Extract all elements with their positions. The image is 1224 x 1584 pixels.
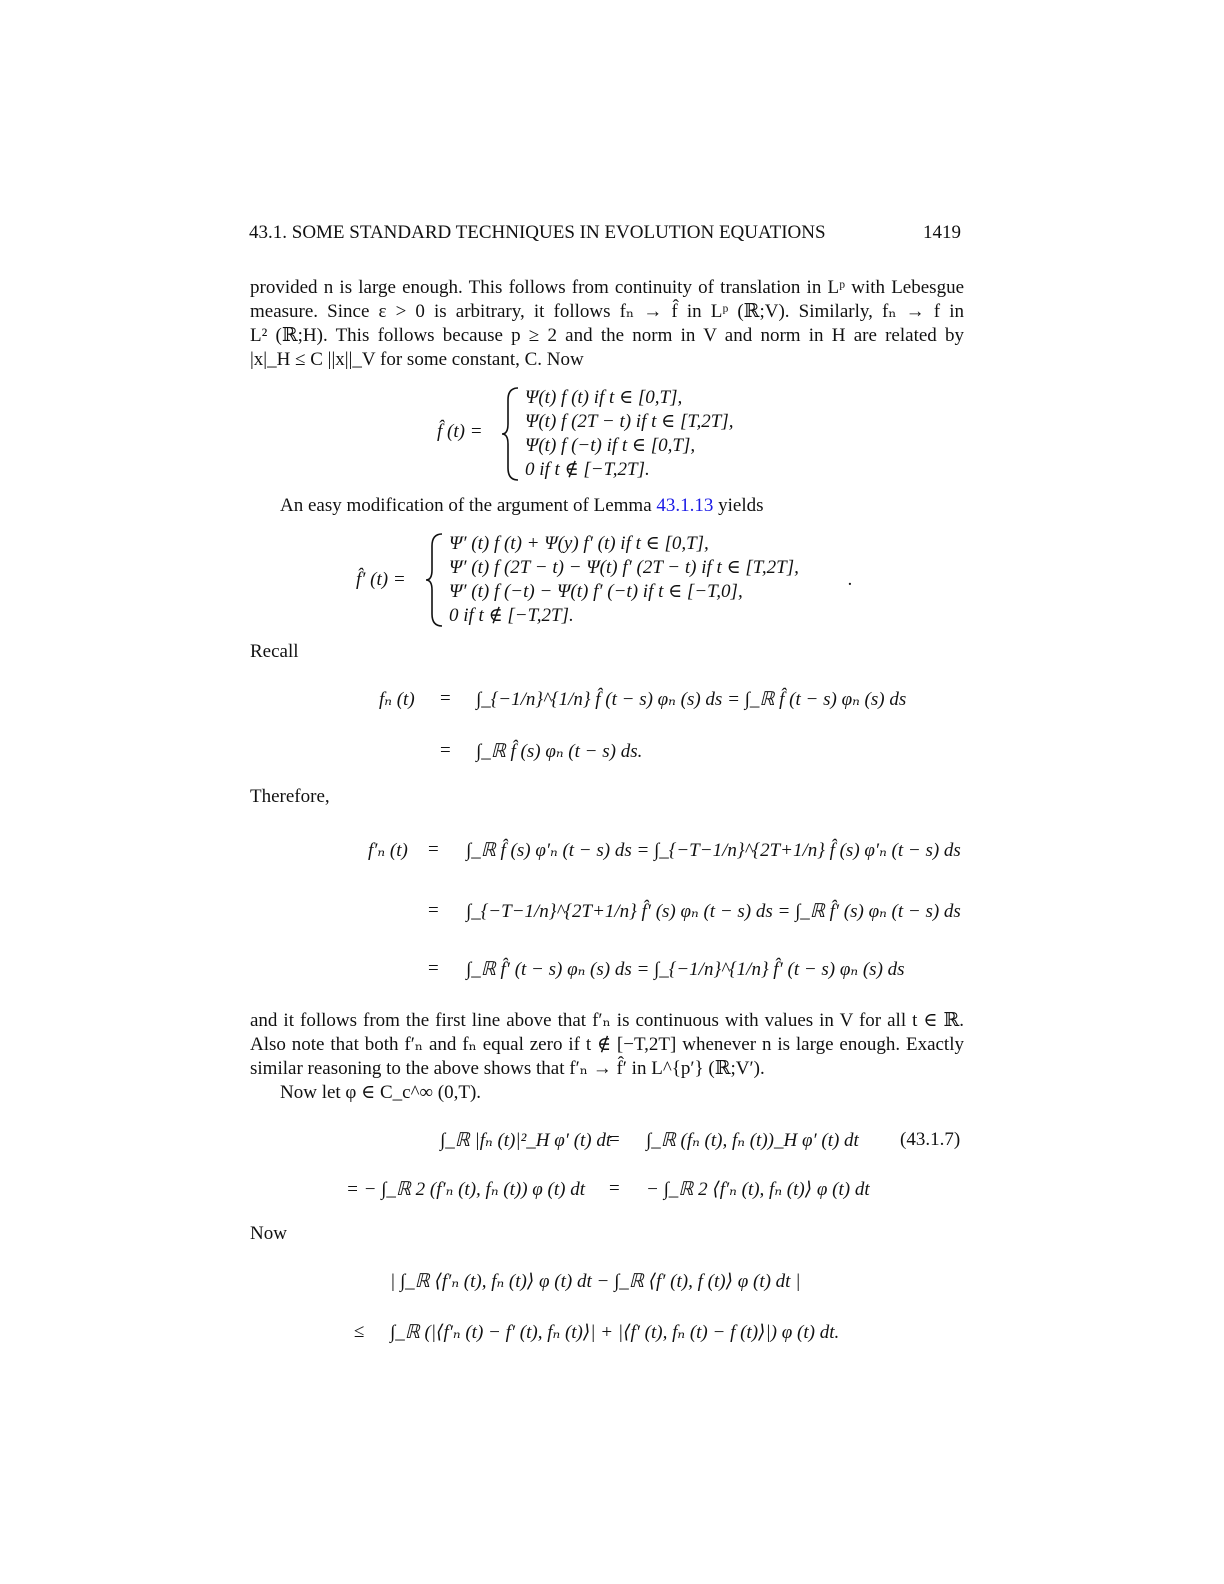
now-label: Now (250, 1223, 287, 1244)
intro-line: L² (ℝ;H). This follows because p ≥ 2 and the norm in V and norm in H are related by (250, 325, 964, 346)
left-brace-icon (500, 386, 522, 482)
therefore-lhs: f′ₙ (t) (368, 840, 408, 861)
leq-sign: ≤ (354, 1321, 365, 1342)
intro-paragraph (250, 276, 964, 372)
fhat-lhs: f̂ (t) = (437, 421, 483, 442)
recall-line-2: ∫_ℝ f̂ (s) φₙ (t − s) ds. (476, 741, 643, 762)
recall-label: Recall (250, 641, 299, 662)
left-brace-icon (424, 532, 446, 628)
equals-sign: = (428, 900, 439, 921)
eq437-row2-right: − ∫_ℝ 2 ⟨f′ₙ (t), fₙ (t)⟩ φ (t) dt (646, 1179, 870, 1200)
final-line-2: ∫_ℝ (|⟨f′ₙ (t) − f′ (t), fₙ (t)⟩| + |⟨f′ (t), fₙ (t) − f (t)⟩|) φ (t) dt. (390, 1322, 840, 1343)
fhat-cases (525, 386, 733, 482)
continuity-paragraph (250, 1009, 964, 1105)
case-line: 0 if t ∉ [−T,2T]. (449, 605, 574, 626)
case-line: Ψ(t) f (t) if t ∈ [0,T], (525, 387, 683, 408)
therefore-line-1: ∫_ℝ f̂ (s) φ′ₙ (t − s) ds = ∫_{−T−1/n}^{2T+1/n} f̂ (s) φ′ₙ (t − s) ds (466, 840, 961, 861)
continuity-line: Now let φ ∈ C_c^∞ (0,T). (280, 1082, 482, 1103)
equals-sign: = (428, 839, 439, 860)
fhat-prime-cases (449, 532, 799, 628)
lemma-link[interactable]: 43.1.13 (656, 495, 714, 516)
equals-sign: = (609, 1129, 620, 1150)
equals-sign: = (440, 740, 451, 761)
running-header: 43.1. SOME STANDARD TECHNIQUES IN EVOLUTION EQUATIONS (249, 222, 826, 243)
equation-number: (43.1.7) (900, 1129, 961, 1150)
lemma-text-after: yields (718, 495, 764, 516)
intro-line: measure. Since ε > 0 is arbitrary, it follows fₙ → f̂ in Lᵖ (ℝ;V). Similarly, fₙ → f in (250, 301, 964, 322)
intro-line: provided n is large enough. This follows from continuity of translation in Lᵖ with Lebesgue (250, 277, 964, 298)
lemma-text-before: An easy modification of the argument of Lemma (280, 495, 652, 516)
case-line: Ψ(t) f (−t) if t ∈ [0,T], (525, 435, 696, 456)
page-number: 1419 (923, 222, 961, 243)
case-line: Ψ′ (t) f (2T − t) − Ψ(t) f′ (2T − t) if t ∈ [T,2T], (449, 557, 799, 578)
fhat-prime-lhs: f̂′ (t) = (356, 569, 406, 590)
equals-sign: = (440, 688, 451, 709)
lemma-sentence (280, 495, 764, 517)
case-line: Ψ(t) f (2T − t) if t ∈ [T,2T], (525, 411, 734, 432)
case-line: 0 if t ∉ [−T,2T]. (525, 459, 650, 480)
equals-sign: = (609, 1178, 620, 1199)
eq437-row1-right: ∫_ℝ (fₙ (t), fₙ (t))_H φ′ (t) dt (646, 1130, 859, 1151)
continuity-line: similar reasoning to the above shows that f′ₙ → f̂′ in L^{p′} (ℝ;V′). (250, 1058, 765, 1079)
recall-line-1: ∫_{−1/n}^{1/n} f̂ (t − s) φₙ (s) ds = ∫_ℝ f̂ (t − s) φₙ (s) ds (476, 689, 907, 710)
eq437-row2-left: = − ∫_ℝ 2 (f′ₙ (t), fₙ (t)) φ (t) dt (346, 1179, 586, 1200)
continuity-line: Also note that both f′ₙ and fₙ equal zero if t ∉ [−T,2T] whenever n is large enough. Exactly (250, 1034, 964, 1055)
case-line: Ψ′ (t) f (t) + Ψ(y) f′ (t) if t ∈ [0,T], (449, 533, 709, 554)
continuity-line: and it follows from the first line above that f′ₙ is continuous with values in V for all t ∈ ℝ. (250, 1010, 964, 1031)
intro-line: |x|_H ≤ C ||x||_V for some constant, C. Now (250, 349, 584, 370)
recall-lhs: fₙ (t) (379, 689, 415, 710)
therefore-line-3: ∫_ℝ f̂′ (t − s) φₙ (s) ds = ∫_{−1/n}^{1/n} f̂′ (t − s) φₙ (s) ds (466, 959, 905, 980)
therefore-line-2: ∫_{−T−1/n}^{2T+1/n} f̂′ (s) φₙ (t − s) ds = ∫_ℝ f̂′ (s) φₙ (t − s) ds (466, 901, 961, 922)
final-line-1: | ∫_ℝ ⟨f′ₙ (t), fₙ (t)⟩ φ (t) dt − ∫_ℝ ⟨f′ (t), f (t)⟩ φ (t) dt | (390, 1271, 801, 1292)
equals-sign: = (428, 958, 439, 979)
therefore-label: Therefore, (250, 786, 330, 807)
case-line: Ψ′ (t) f (−t) − Ψ(t) f′ (−t) if t ∈ [−T,0], (449, 581, 743, 602)
eq437-row1-left: ∫_ℝ |fₙ (t)|²_H φ′ (t) dt (440, 1130, 612, 1151)
trailing-period: . (848, 569, 853, 590)
